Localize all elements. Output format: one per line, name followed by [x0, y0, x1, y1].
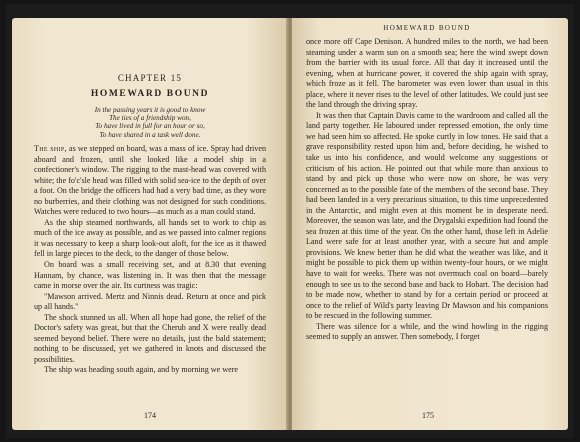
- epigraph-line: To have lived in full for an hour or so,: [95, 122, 205, 131]
- page-number: 174: [144, 411, 156, 420]
- running-head: HOMEWARD BOUND: [383, 24, 471, 32]
- paragraph: It was then that Captain Davis came to the wardroom and called all the land party together. He laboured under repressed emotion, the only time we had seen him so affected. He spoke curtly in low tones. He said that a grave responsibility rested upon him and, before deciding, he wished to take us into his confidence, and would welcome any suggestions or criticism of his action. He pointed out that while more than anxious to stand by and pick up those who were now on shore, he was very concerned as to the possible fate of the members of the second base. They had been landed in a very precarious situation, to this time unprecedented in the Antarctic, and might even at this moment be in desperate need. Moreover, the season was late, and the Drygalski expedition had found the sea frozen at this time of the year. On the other hand, those left in Adelie Land were safe for at least another year, with a secure hut and ample provisions. We knew better than he did what the weather was like, and it might be possible to pick them up within twenty-four hours, or we might have to wait for weeks. There was not overmuch coal on board—barely enough to see us to the second base and back to Hobart. The decision had to be made now, whether to stand by for a certain period or proceed at once to the relief of Wild's party leaving Dr Mawson and his companions to be rescued in the following summer.: [306, 110, 548, 321]
- paragraph: once more off Cape Denison. A hundred miles to the north, we had been steaming under a warm sun on a smooth sea; here the wind swept down from the barrier with its usual force. All that day it increased until the evening, when at hurricane power, it covered the ship again with spray, which froze as it fell. The barometer was even lower than usual in this place, where it never rises to the level of other latitudes. We could just see the land through the driving spray.: [306, 37, 548, 110]
- opening-word: The ship,: [34, 144, 67, 153]
- right-page: [292, 18, 568, 430]
- chapter-number: CHAPTER 15: [117, 73, 183, 83]
- chapter-title: HOMEWARD BOUND: [90, 89, 210, 99]
- left-page-body: [34, 144, 266, 376]
- paragraph: As the ship steamed northwards, all hands set to work to chip as much of the ice away as possible, and as we passed into calmer regions it was necessary to keep a sharp look-out aloft, for the ice as it thawed fell in large pieces to the deck, to the danger of those below.: [34, 217, 266, 259]
- epigraph-line: In the passing years it is good to know: [94, 106, 206, 114]
- paragraph-text: as we stepped on board, was a mass of ice. Spray had driven aboard and frozen, until she looked like a model ship in a confectioner's window. The rigging to the mast-head was covered with white; the fo'c'sle head was filled with solid sea-ice to the depth of over a foot. On the bridge the officers had had a very bad time, as they wore no burberries, and their clothing was not designed for such conditions. Watches were reduced to two hours—as much as a man could stand.: [34, 144, 266, 217]
- paragraph: There was silence for a while, and the wind howling in the rigging seemed to supply an answer. Then somebody, I forget: [306, 321, 548, 342]
- left-page: [12, 18, 288, 430]
- paragraph: [34, 144, 266, 218]
- paragraph: The shock stunned us all. When all hope had gone, the relief of the Doctor's safety was great, but that the Cherub and X were really dead seemed beyond belief. There were no details, just the bald statement; nothing to be discussed, yet we gathered in knots and discussed the possibilities.: [34, 312, 266, 364]
- paragraph: On board was a small receiving set, and at 8.30 that evening Hannam, by chance, was listening in. It was then that the message came in morse over the air. Its curtness was tragic:: [34, 260, 266, 291]
- book-spread: [6, 4, 574, 438]
- epigraph-line: To have shared in a task well done.: [99, 130, 201, 139]
- paragraph: "Mawson arrived. Mertz and Ninnis dead. Return at once and pick up all hands.": [34, 291, 266, 312]
- page-number: 175: [422, 411, 434, 420]
- epigraph: [34, 106, 266, 139]
- epigraph-line: The ties of a friendship won,: [109, 114, 191, 123]
- paragraph: The ship was heading south again, and by morning we were: [44, 365, 238, 375]
- right-page-body: [306, 37, 548, 343]
